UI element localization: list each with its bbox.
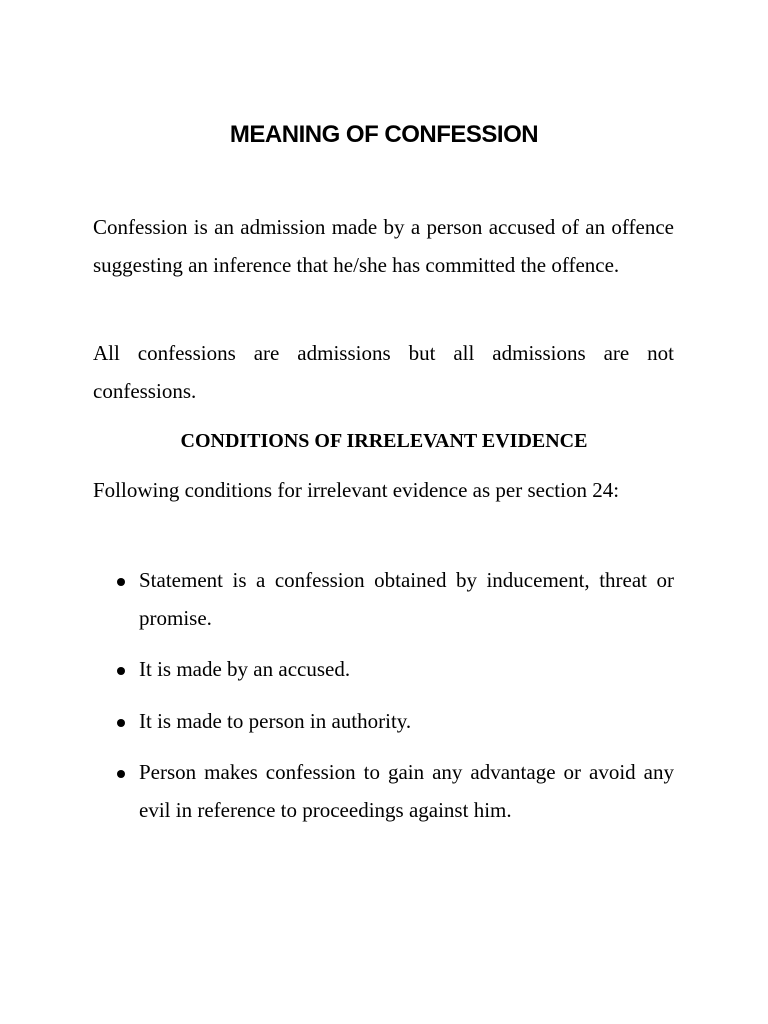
document-title: MEANING OF CONFESSION xyxy=(229,121,539,148)
list-item-text: It is made to person in authority. xyxy=(139,708,412,733)
list-item xyxy=(93,703,674,741)
conditions-list xyxy=(93,562,674,843)
list-item-text: It is made by an accused. xyxy=(139,657,351,681)
bullet-icon xyxy=(117,667,125,675)
list-item-text: Person makes confession to gain any advantage or avoid any evil in reference to proceedings against him. xyxy=(139,760,674,822)
bullet-icon xyxy=(117,578,125,586)
section-subtitle: CONDITIONS OF IRRELEVANT EVIDENCE xyxy=(180,430,588,452)
paragraph-confession-admission: All confessions are admissions but all admissions are not confessions. xyxy=(93,341,674,403)
list-item xyxy=(93,651,674,689)
bullet-icon xyxy=(117,719,125,727)
paragraph-confession-definition: Confession is an admission made by a person accused of an offence suggesting an inference that he/she has committed the offence. xyxy=(93,215,674,277)
list-item xyxy=(93,562,674,637)
list-item-text: Statement is a confession obtained by inducement, threat or promise. xyxy=(139,568,674,630)
paragraph-conditions-intro: Following conditions for irrelevant evidence as per section 24: xyxy=(93,478,620,502)
bullet-icon xyxy=(117,770,125,778)
list-item xyxy=(93,754,674,829)
